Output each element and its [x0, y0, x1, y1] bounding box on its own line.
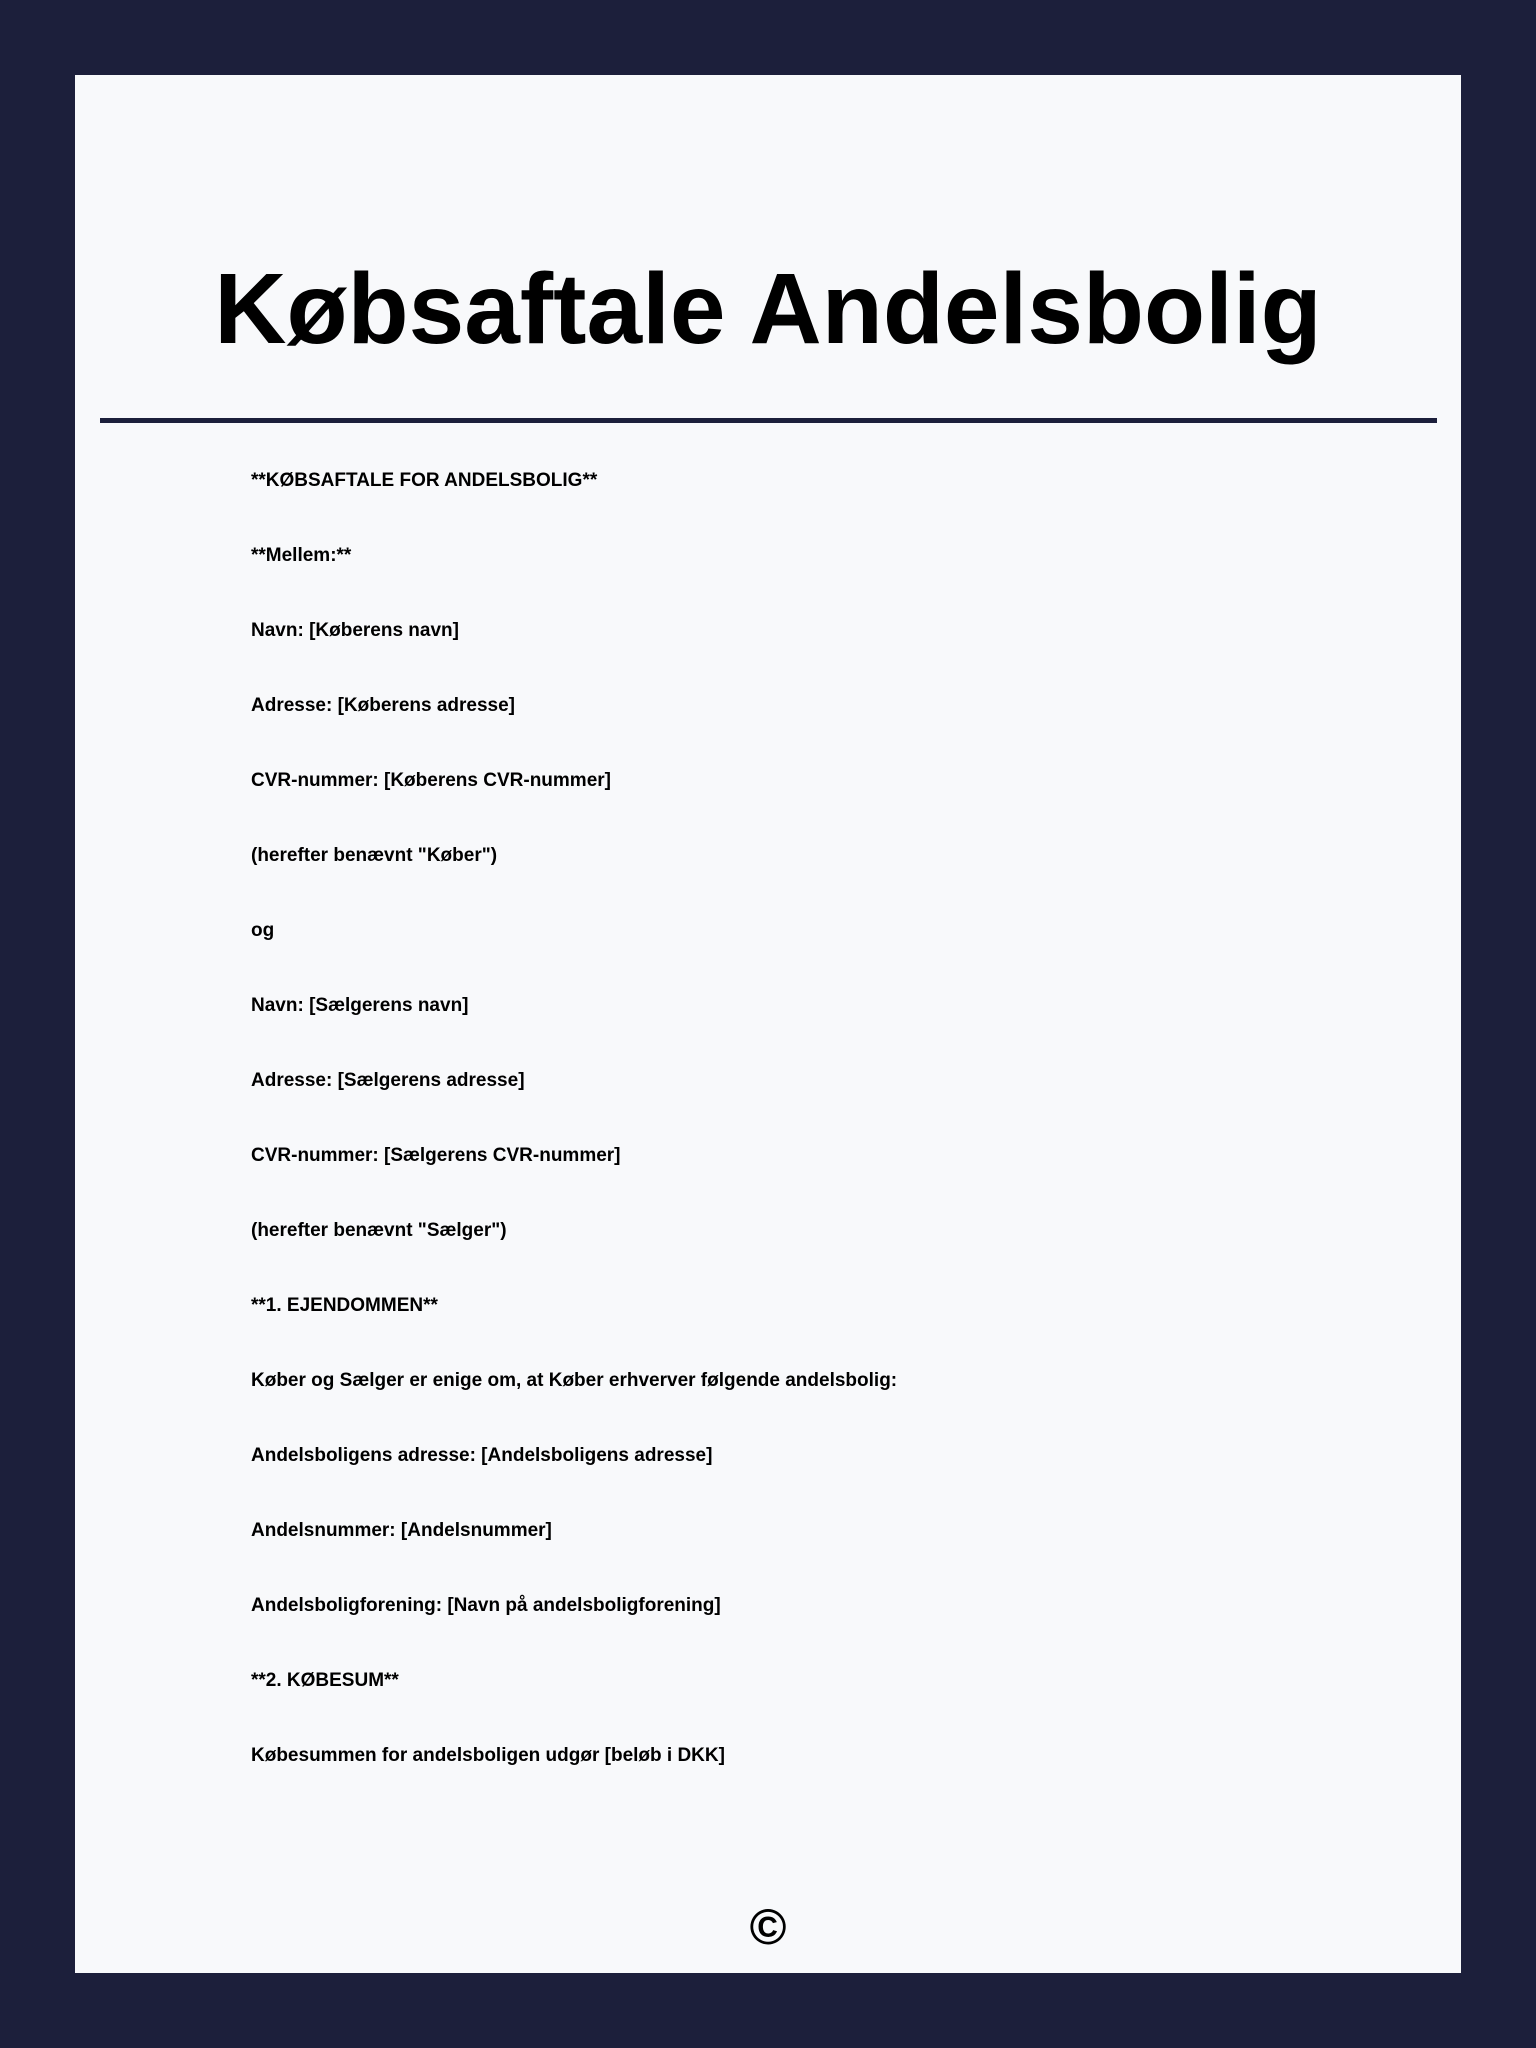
document-page [75, 75, 1461, 1973]
share-number-line: Andelsnummer: [Andelsnummer] [251, 1520, 552, 1541]
buyer-name-line: Navn: [Køberens navn] [251, 620, 459, 641]
buyer-cvr-line: CVR-nummer: [Køberens CVR-nummer] [251, 770, 611, 791]
purchase-price-line: Købesummen for andelsboligen udgør [beløb i DKK] [251, 1745, 725, 1766]
buyer-address-line: Adresse: [Køberens adresse] [251, 695, 515, 716]
seller-cvr-line: CVR-nummer: [Sælgerens CVR-nummer] [251, 1145, 621, 1166]
seller-name-line: Navn: [Sælgerens navn] [251, 995, 469, 1016]
copyright-icon: © [749, 1899, 787, 1955]
seller-designation-line: (herefter benævnt "Sælger") [251, 1220, 507, 1241]
section-2-heading: **2. KØBESUM** [251, 1670, 399, 1691]
seller-address-line: Adresse: [Sælgerens adresse] [251, 1070, 525, 1091]
section-1-heading: **1. EJENDOMMEN** [251, 1295, 438, 1316]
and-separator: og [251, 920, 275, 941]
section-1-intro: Køber og Sælger er enige om, at Køber erhverver følgende andelsbolig: [251, 1370, 898, 1391]
buyer-designation-line: (herefter benævnt "Køber") [251, 845, 498, 866]
housing-association-line: Andelsboligforening: [Navn på andelsboligforening] [251, 1595, 721, 1616]
document-title: Købsaftale Andelsbolig [214, 253, 1322, 365]
document-body [251, 470, 1251, 1820]
property-address-line: Andelsboligens adresse: [Andelsboligens adresse] [251, 1445, 713, 1466]
agreement-heading: **KØBSAFTALE FOR ANDELSBOLIG** [251, 470, 598, 491]
parties-label: **Mellem:** [251, 545, 352, 566]
title-divider [100, 418, 1437, 423]
